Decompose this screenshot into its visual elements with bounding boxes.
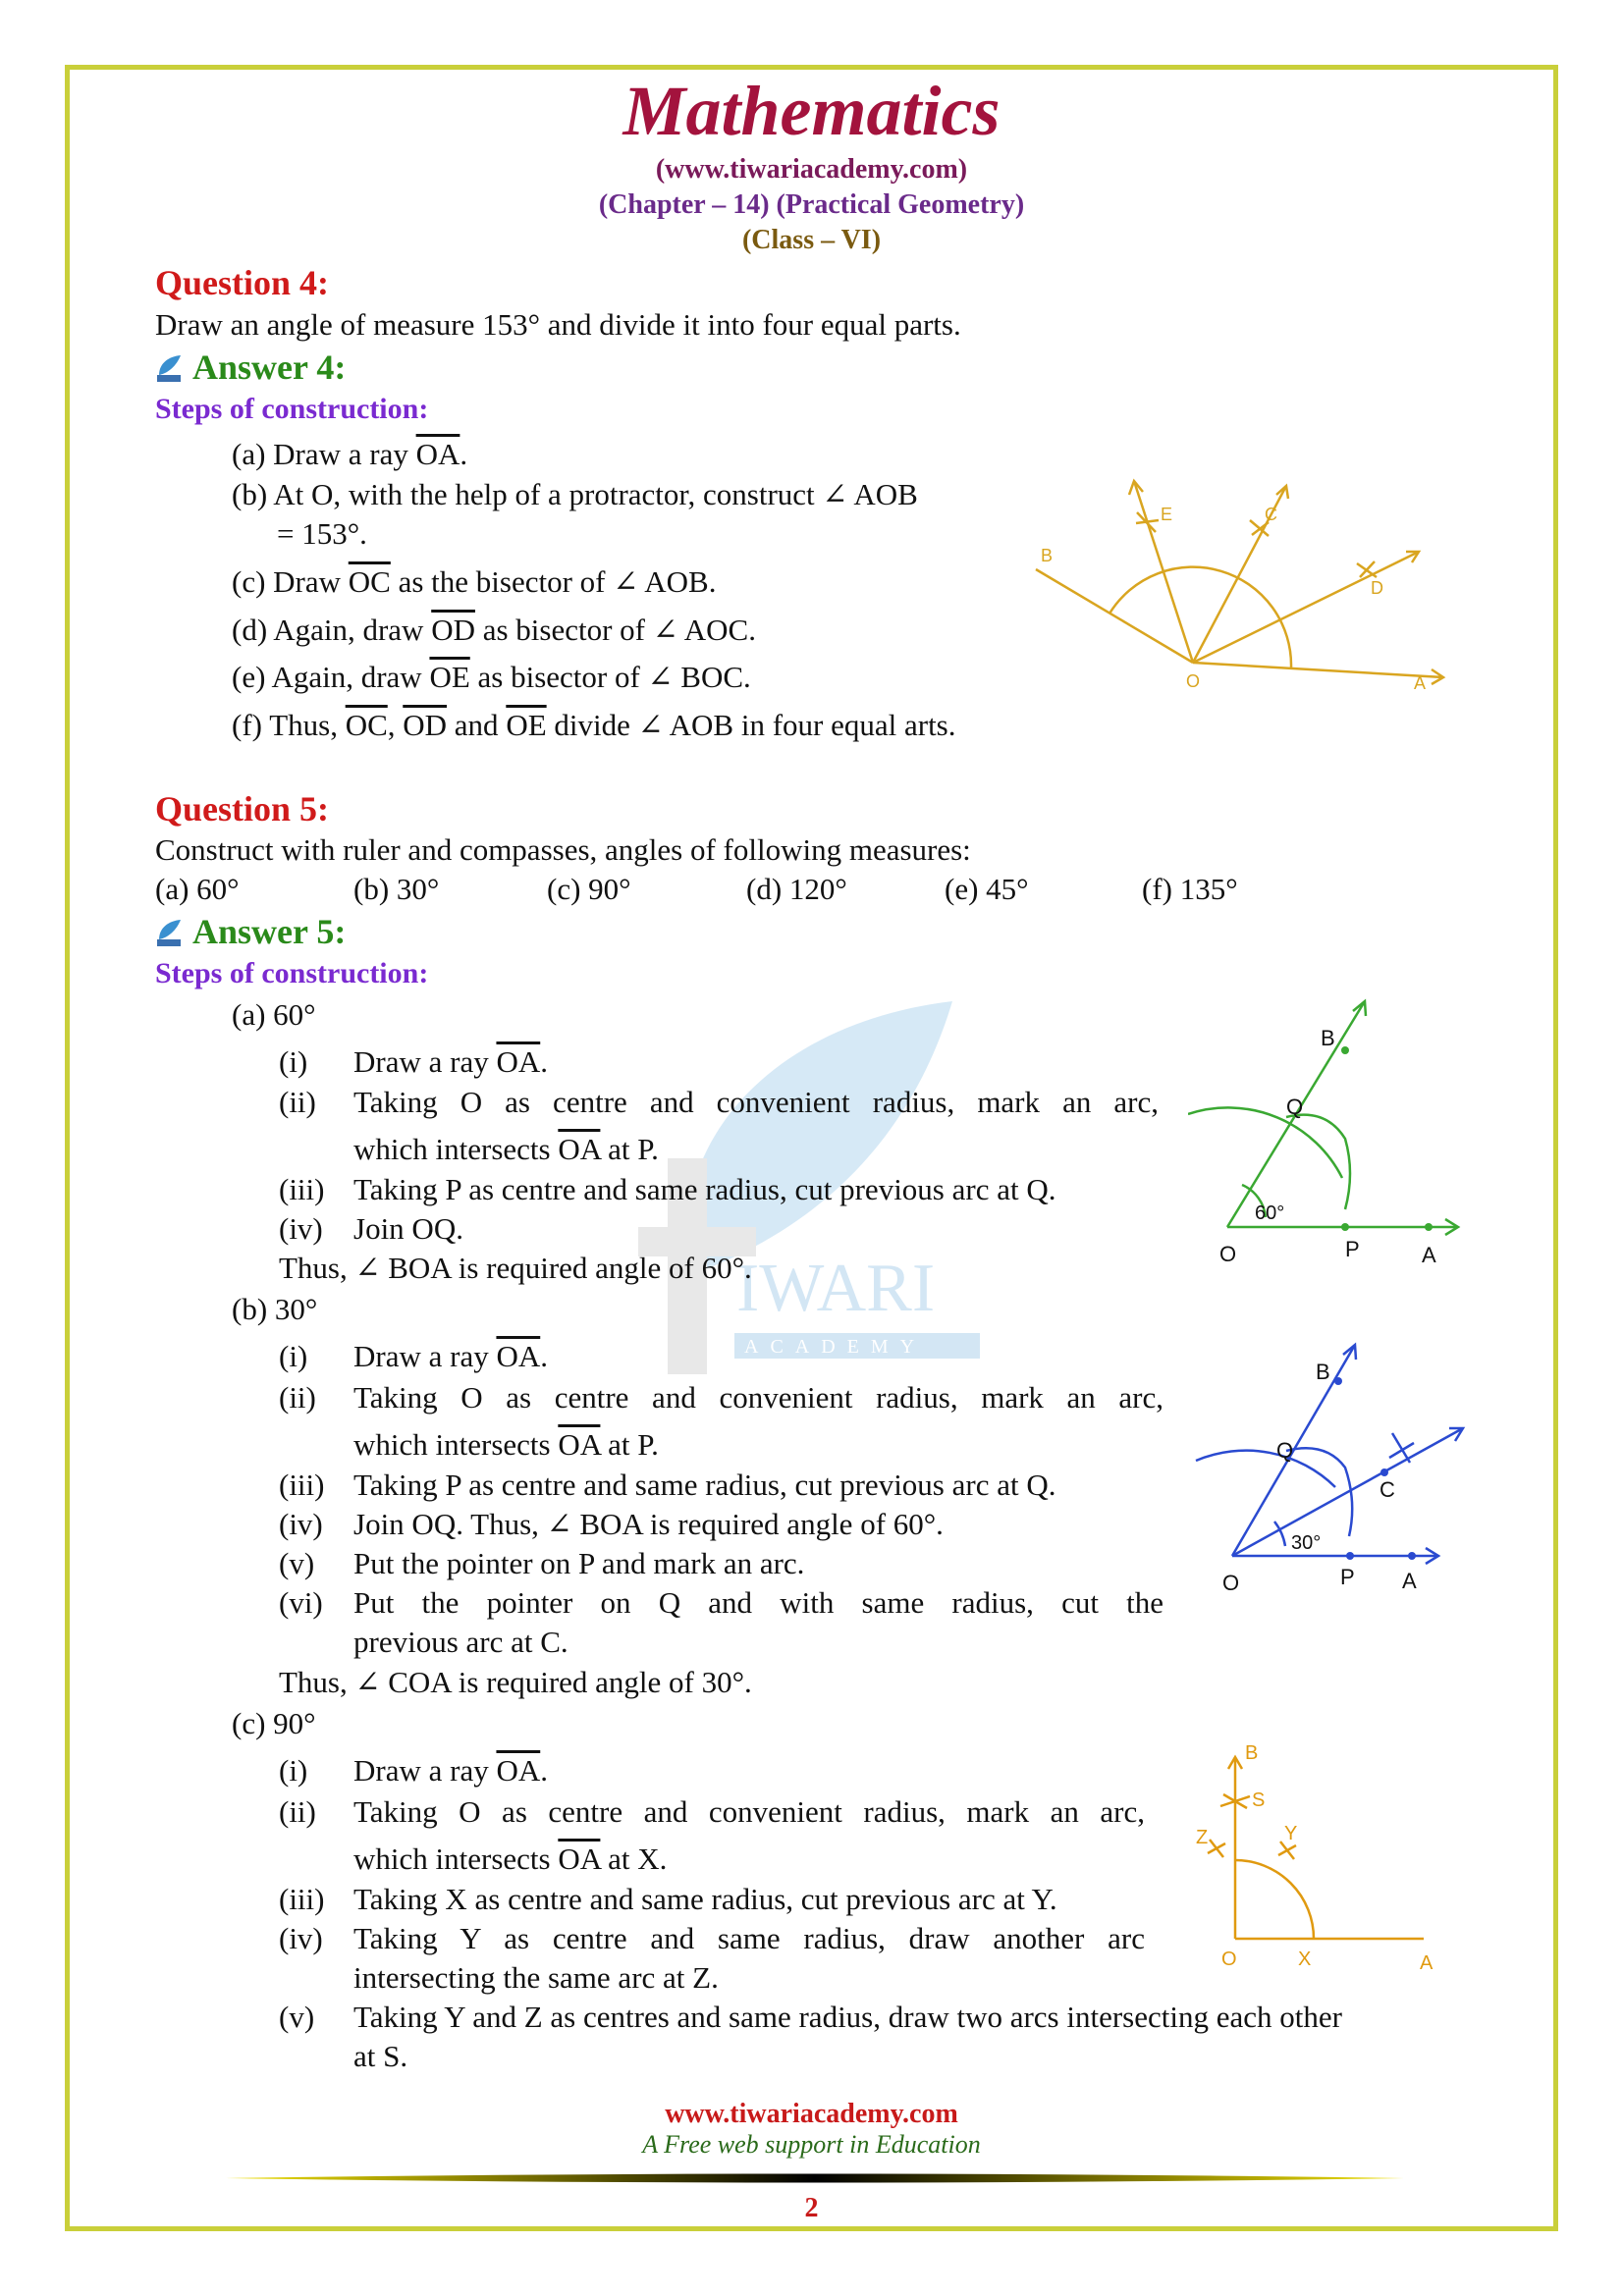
step-text-end: at P.: [600, 1427, 659, 1462]
angle-label: 60°: [1255, 1202, 1285, 1224]
a-step-1: [353, 1046, 548, 1077]
label-e: E: [1161, 505, 1173, 524]
b-step-1: [353, 1341, 548, 1371]
point-p: [1346, 1552, 1354, 1560]
step-label: (b): [232, 477, 268, 511]
step-text: which intersects: [353, 1427, 559, 1462]
ray-oe: $\overline{OE}$: [429, 660, 470, 694]
angle-label: 30°: [1291, 1532, 1322, 1554]
step-text: Draw a ray: [273, 437, 416, 471]
label-q: Q: [1286, 1095, 1304, 1119]
label-o: O: [1221, 1949, 1237, 1970]
ray-oa: $\overline{OA}$: [558, 1427, 601, 1462]
label-y: Y: [1284, 1823, 1298, 1844]
a-step-3-num: (iii): [279, 1172, 325, 1206]
answer-icon: [155, 353, 183, 383]
label-z: Z: [1196, 1827, 1209, 1848]
c-step-1-num: (i): [279, 1753, 308, 1788]
step-text-end: .: [540, 1753, 548, 1788]
part-b-label: (b) 30°: [232, 1292, 318, 1326]
step-text: Thus,: [269, 708, 346, 742]
point-a: [1425, 1223, 1433, 1231]
label-o: O: [1219, 1242, 1237, 1266]
step-label: (a): [232, 437, 266, 471]
header-site: (www.tiwariacademy.com): [655, 154, 968, 185]
header-chapter: (Chapter – 14) (Practical Geometry): [598, 189, 1025, 220]
step-label: (c): [232, 564, 266, 599]
step-text-end: .: [540, 1339, 548, 1373]
label-a: A: [1420, 1952, 1434, 1973]
point-b: [1341, 1046, 1349, 1054]
label-o: O: [1186, 671, 1201, 691]
step-text: and: [447, 708, 507, 742]
b-step-4: Join OQ. Thus, ∠ BOA is required angle of 60°.: [353, 1507, 944, 1541]
b-conclusion: Thus, ∠ COA is required angle of 30°.: [279, 1665, 752, 1699]
ray-oa: $\overline{OA}$: [558, 1132, 601, 1166]
option-e: (e) 45°: [945, 872, 1029, 906]
figure-angle-153: [1011, 461, 1463, 697]
ray-oc: $\overline{OC}$: [345, 708, 388, 742]
page-title: Mathematics: [622, 72, 1001, 150]
q4-step-a: [232, 439, 467, 469]
part-a-label: (a) 60°: [232, 997, 316, 1032]
b-step-5: Put the pointer on P and mark an arc.: [353, 1546, 805, 1580]
step-text-end: at X.: [600, 1842, 668, 1876]
step-text-end: as bisector of ∠ AOC.: [474, 613, 756, 647]
c-step-4-num: (iv): [279, 1921, 323, 1955]
a-step-2: Taking O as centre and convenient radius, mark an arc,: [353, 1085, 1159, 1119]
label-b: B: [1321, 1026, 1335, 1050]
step-text-end: .: [540, 1044, 548, 1079]
c-step-1: [353, 1755, 548, 1786]
b-step-5-num: (v): [279, 1546, 315, 1580]
footer-tagline: A Free web support in Education: [642, 2130, 981, 2159]
b-step-1-num: (i): [279, 1339, 308, 1373]
point-a: [1408, 1552, 1416, 1560]
step-text-end: as the bisector of ∠ AOB.: [390, 564, 717, 599]
b-step-6-num: (vi): [279, 1585, 323, 1620]
step-text: At O, with the help of a protractor, construct ∠ AOB: [273, 477, 918, 511]
step-text: which intersects: [353, 1842, 559, 1876]
step-text: Draw: [273, 564, 349, 599]
question-5-heading: Question 5:: [155, 789, 330, 828]
label-b: B: [1245, 1742, 1259, 1764]
question-5-text: Construct with ruler and compasses, angles of following measures:: [155, 832, 971, 867]
option-f: (f) 135°: [1142, 872, 1238, 906]
question-4-heading: Question 4:: [155, 263, 330, 302]
option-c: (c) 90°: [547, 872, 631, 906]
label-s: S: [1252, 1789, 1266, 1811]
answer-icon: [155, 918, 183, 947]
c-step-3: Taking X as centre and same radius, cut previous arc at Y.: [353, 1882, 1057, 1916]
c-step-2-cont: [353, 1843, 667, 1874]
b-step-4-num: (iv): [279, 1507, 323, 1541]
option-b: (b) 30°: [353, 872, 440, 906]
ray-oa: $\overline{OA}$: [415, 437, 460, 471]
steps-heading-5: Steps of construction:: [155, 957, 429, 989]
c-step-5: Taking Y and Z as centres and same radius, draw two arcs intersecting each other: [353, 2000, 1342, 2034]
label-p: P: [1340, 1565, 1355, 1589]
part-c-label: (c) 90°: [232, 1706, 316, 1740]
q4-step-b: [232, 479, 918, 509]
b-step-3-num: (iii): [279, 1468, 325, 1502]
a-step-4: Join OQ.: [353, 1211, 463, 1246]
header-class: (Class – VI): [741, 225, 882, 255]
a-step-4-num: (iv): [279, 1211, 323, 1246]
step-text: Again, draw: [273, 613, 432, 647]
step-text: Again, draw: [271, 660, 430, 694]
label-a: A: [1414, 673, 1427, 693]
point-b: [1334, 1377, 1342, 1385]
b-step-6: Put the pointer on Q and with same radius, cut the: [353, 1585, 1163, 1620]
ray-oa: $\overline{OA}$: [496, 1339, 541, 1373]
b-step-2: Taking O as centre and convenient radius, mark an arc,: [353, 1380, 1163, 1415]
figure-angle-30: [1188, 1335, 1483, 1600]
watermark-text-1: IWARI: [736, 1251, 936, 1326]
ray-od: $\overline{OD}$: [403, 708, 448, 742]
step-text-end: at P.: [600, 1132, 659, 1166]
step-text: Draw a ray: [353, 1044, 497, 1079]
label-o: O: [1222, 1571, 1240, 1595]
a-step-2-cont: [353, 1134, 659, 1164]
figure-angle-60: [1188, 991, 1483, 1266]
c-step-2-num: (ii): [279, 1794, 316, 1829]
q4-step-f: [232, 710, 956, 740]
watermark-text-2: ACADEMY: [744, 1336, 927, 1358]
page-number: 2: [804, 2193, 819, 2223]
ray-oe: $\overline{OE}$: [506, 708, 547, 742]
step-label: (d): [232, 613, 268, 647]
q4-step-c: [232, 566, 716, 597]
answer-4-heading: Answer 4:: [192, 347, 347, 387]
label-q: Q: [1276, 1438, 1294, 1463]
a-conclusion: Thus, ∠ BOA is required angle of 60°.: [279, 1251, 752, 1285]
label-a: A: [1402, 1569, 1417, 1593]
q4-step-e: [232, 662, 751, 692]
b-step-2-num: (ii): [279, 1380, 316, 1415]
ray-oc: $\overline{OC}$: [348, 564, 391, 599]
b-step-2-cont: [353, 1429, 659, 1460]
step-text-end: .: [460, 437, 468, 471]
step-text: ,: [387, 708, 404, 742]
label-d: D: [1371, 578, 1383, 598]
label-b: B: [1041, 546, 1054, 565]
a-step-3: Taking P as centre and same radius, cut previous arc at Q.: [353, 1172, 1056, 1206]
q4-step-b-cont: = 153°.: [277, 516, 367, 551]
a-step-1-num: (i): [279, 1044, 308, 1079]
step-label: (f): [232, 708, 262, 742]
ray-oa: $\overline{OA}$: [558, 1842, 601, 1876]
question-4-text: Draw an angle of measure 153° and divide it into four equal parts.: [155, 307, 961, 342]
step-text: Draw a ray: [353, 1339, 497, 1373]
c-step-4: Taking Y as centre and same radius, draw another arc: [353, 1921, 1145, 1955]
figure-angle-90: [1188, 1737, 1453, 1973]
c-step-5-cont: at S.: [353, 2039, 408, 2073]
answer-5-heading: Answer 5:: [192, 912, 347, 951]
c-step-2: Taking O as centre and convenient radius, mark an arc,: [353, 1794, 1145, 1829]
label-x: X: [1298, 1949, 1312, 1970]
option-d: (d) 120°: [746, 872, 847, 906]
option-a: (a) 60°: [155, 872, 240, 906]
c-step-5-num: (v): [279, 2000, 315, 2034]
a-step-2-num: (ii): [279, 1085, 316, 1119]
ray-oa: $\overline{OA}$: [496, 1044, 541, 1079]
label-c: C: [1265, 505, 1277, 524]
steps-heading-4: Steps of construction:: [155, 393, 429, 425]
c-step-3-num: (iii): [279, 1882, 325, 1916]
label-b: B: [1316, 1360, 1330, 1384]
step-text: which intersects: [353, 1132, 559, 1166]
ray-od: $\overline{OD}$: [431, 613, 475, 647]
b-step-6-cont: previous arc at C.: [353, 1625, 568, 1659]
point-c: [1380, 1468, 1388, 1476]
step-text: Draw a ray: [353, 1753, 497, 1788]
label-c: C: [1380, 1477, 1395, 1502]
c-step-4-cont: intersecting the same arc at Z.: [353, 1960, 719, 1995]
step-text-end: divide ∠ AOB in four equal arts.: [546, 708, 956, 742]
footer-divider: [226, 2171, 1404, 2185]
point-p: [1341, 1223, 1349, 1231]
footer-site: www.tiwariacademy.com: [665, 2099, 958, 2129]
step-text-end: as bisector of ∠ BOC.: [469, 660, 751, 694]
label-a: A: [1422, 1243, 1436, 1266]
step-label: (e): [232, 660, 266, 694]
b-step-3: Taking P as centre and same radius, cut previous arc at Q.: [353, 1468, 1056, 1502]
q4-step-d: [232, 614, 756, 645]
label-p: P: [1345, 1237, 1360, 1261]
ray-oa: $\overline{OA}$: [496, 1753, 541, 1788]
